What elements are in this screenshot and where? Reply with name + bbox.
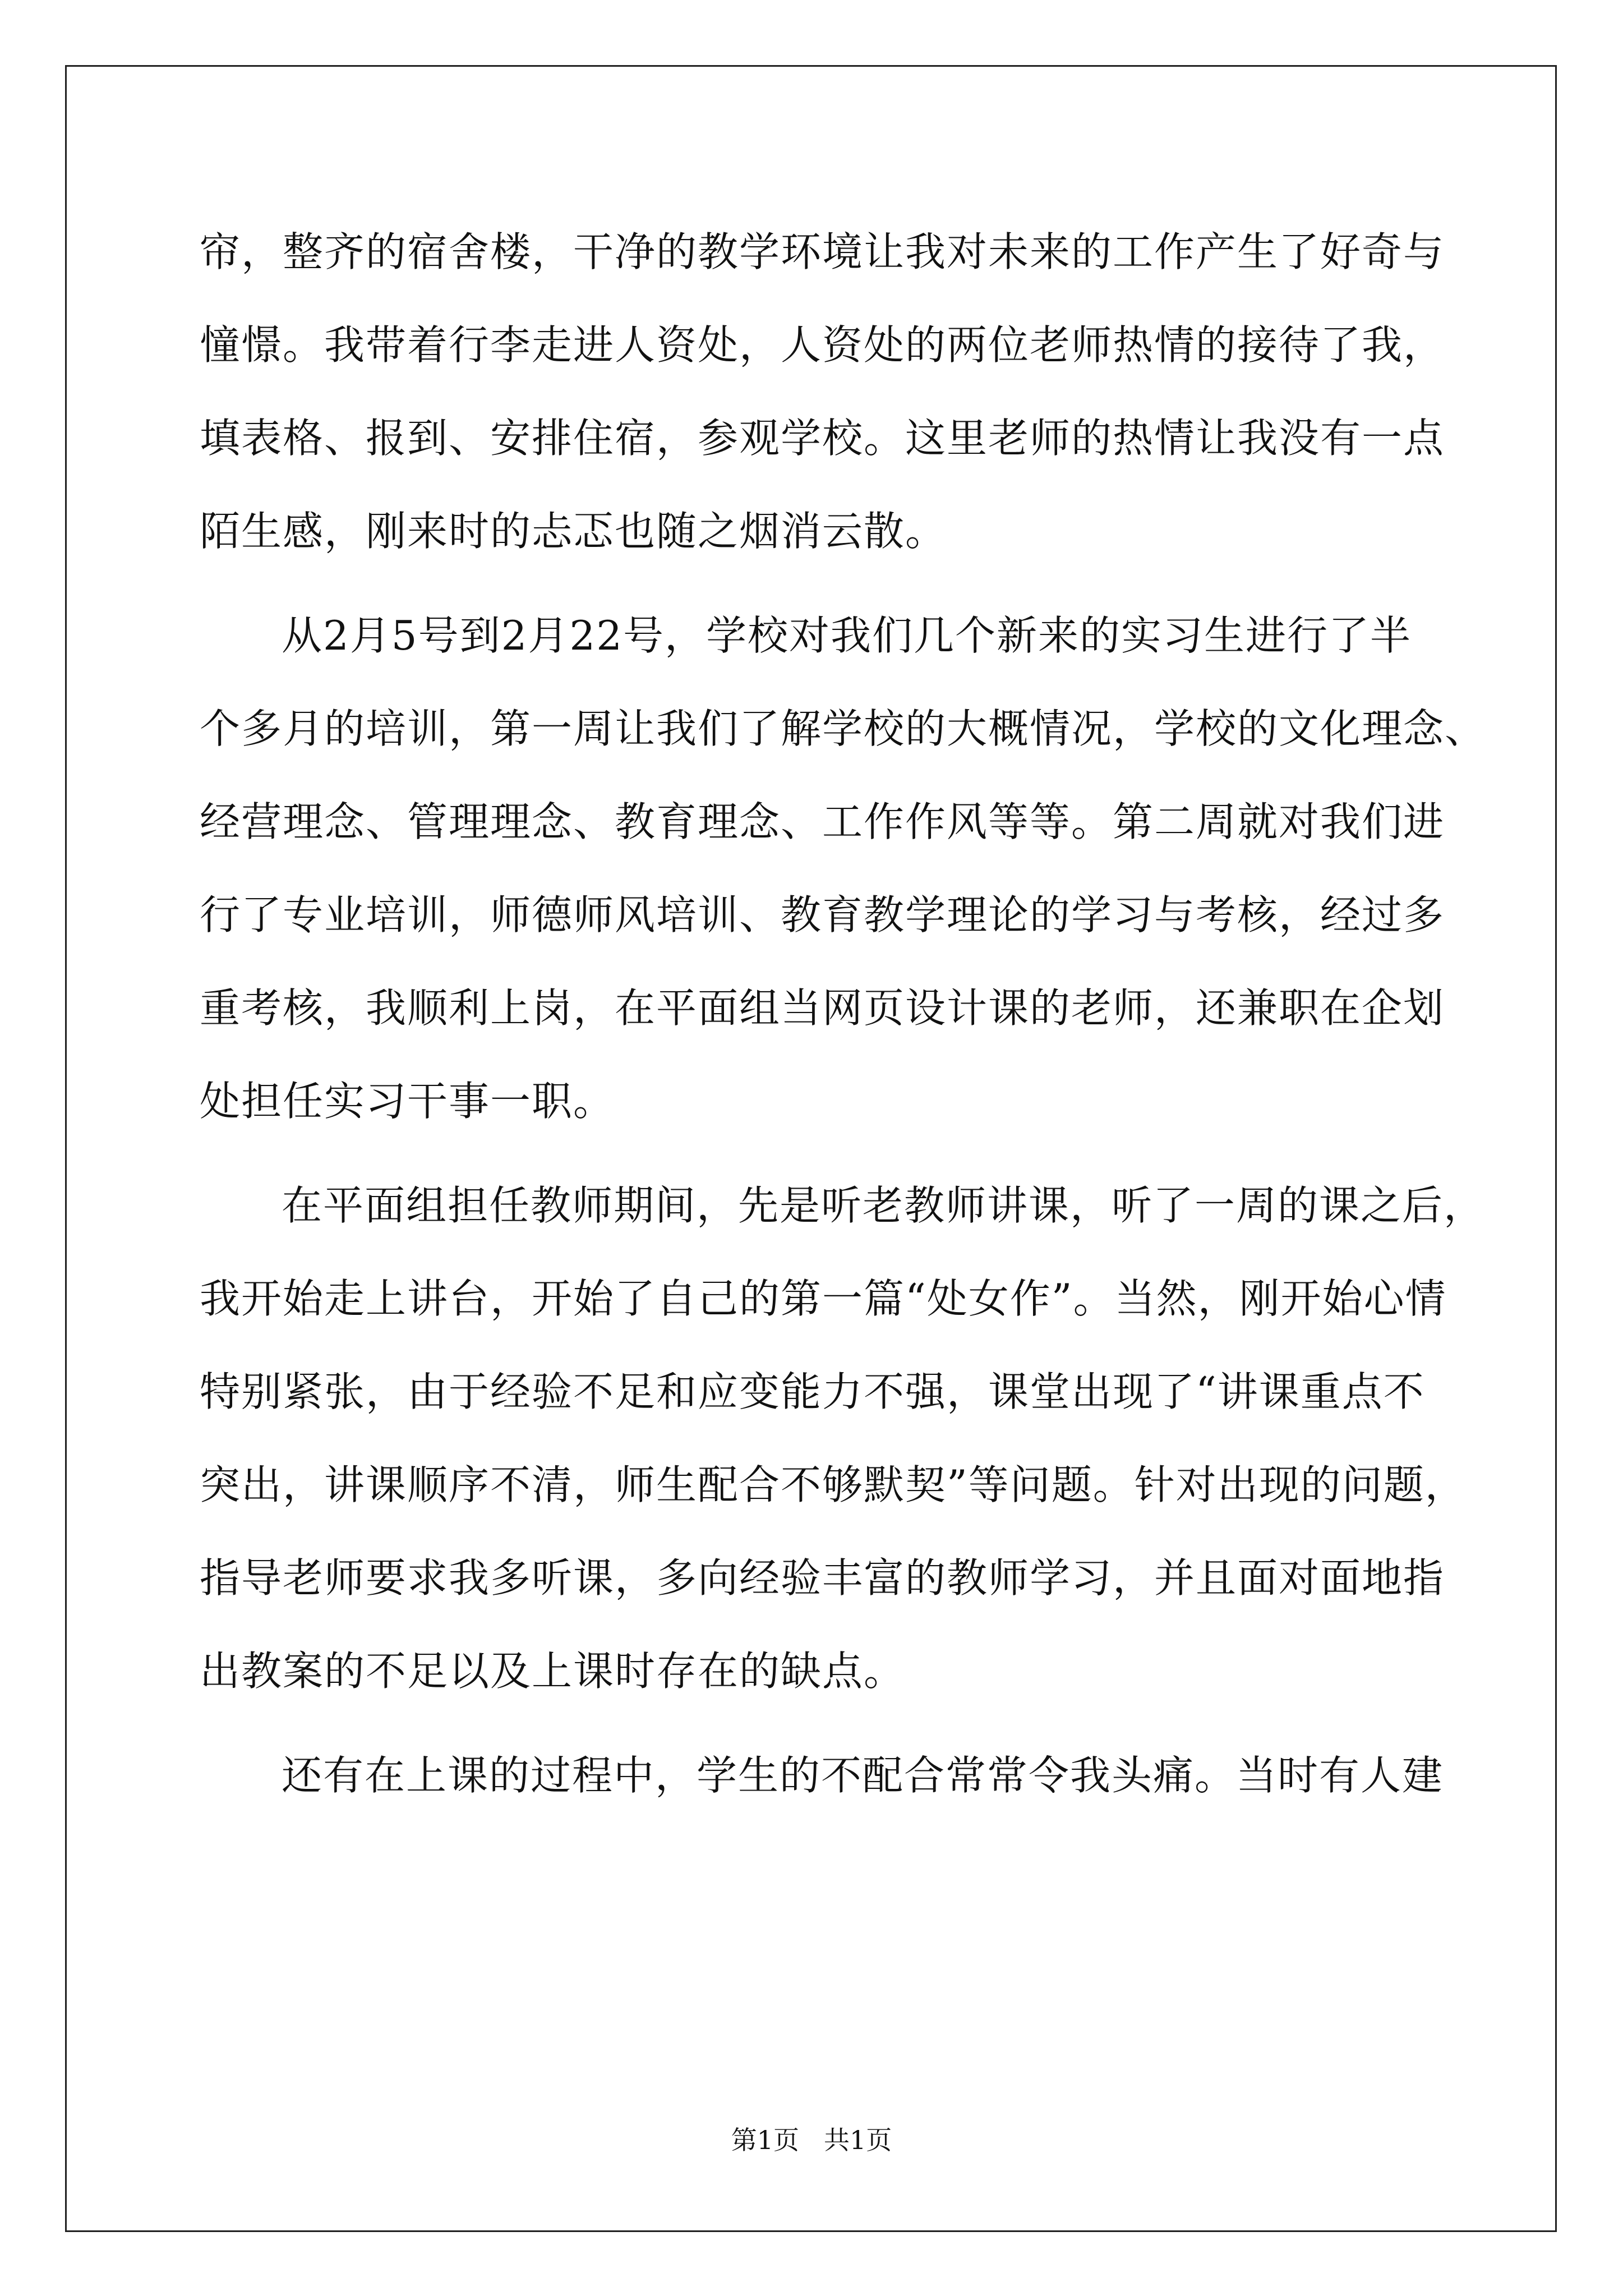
- text-line: 行了专业培训，师德师风培训、教育教学理论的学习与考核，经过多: [200, 891, 1445, 938]
- page-number-total: 共1页: [824, 2125, 892, 2155]
- paragraph-first-line: 从2月5号到2月22号，学校对我们几个新来的实习生进行了半: [282, 612, 1412, 659]
- paragraph-first-line: 还有在上课的过程中，学生的不配合常常令我头痛。当时有人建: [282, 1752, 1444, 1799]
- text-line: 陌生感，刚来时的忐忑也随之烟消云散。: [200, 508, 947, 555]
- text-line: 指导老师要求我多听课，多向经验丰富的教师学习，并且面对面地指: [200, 1554, 1445, 1602]
- text-line: 我开始走上讲台，开始了自己的第一篇“处女作”。当然，刚开始心情: [200, 1275, 1447, 1322]
- text-line: 经营理念、管理理念、教育理念、工作作风等等。第二周就对我们进: [200, 798, 1445, 845]
- text-line: 憧憬。我带着行李走进人资处，人资处的两位老师热情的接待了我，: [200, 321, 1445, 369]
- text-line: 个多月的培训，第一周让我们了解学校的大概情况，学校的文化理念、: [200, 705, 1487, 752]
- text-line: 特别紧张，由于经验不足和应变能力不强，课堂出现了“讲课重点不: [200, 1368, 1425, 1415]
- text-line: 填表格、报到、安排住宿，参观学校。这里老师的热情让我没有一点: [200, 415, 1445, 462]
- text-line: 重考核，我顺利上岗，在平面组当网页设计课的老师，还兼职在企划: [200, 984, 1445, 1032]
- text-line: 处担任实习干事一职。: [200, 1078, 615, 1125]
- document-body: [200, 214, 1487, 1831]
- text-line: 突出，讲课顺序不清，师生配合不够默契”等问题。针对出现的问题，: [200, 1461, 1467, 1508]
- text-line: 出教案的不足以及上课时存在的缺点。: [200, 1648, 906, 1695]
- text-line: 帘，整齐的宿舍楼，干净的教学环境让我对未来的工作产生了好奇与: [200, 228, 1445, 275]
- page-footer: [0, 2123, 1623, 2157]
- page-number-current: 第1页: [731, 2125, 799, 2155]
- paragraph-first-line: 在平面组担任教师期间，先是听老教师讲课，听了一周的课之后，: [282, 1182, 1486, 1229]
